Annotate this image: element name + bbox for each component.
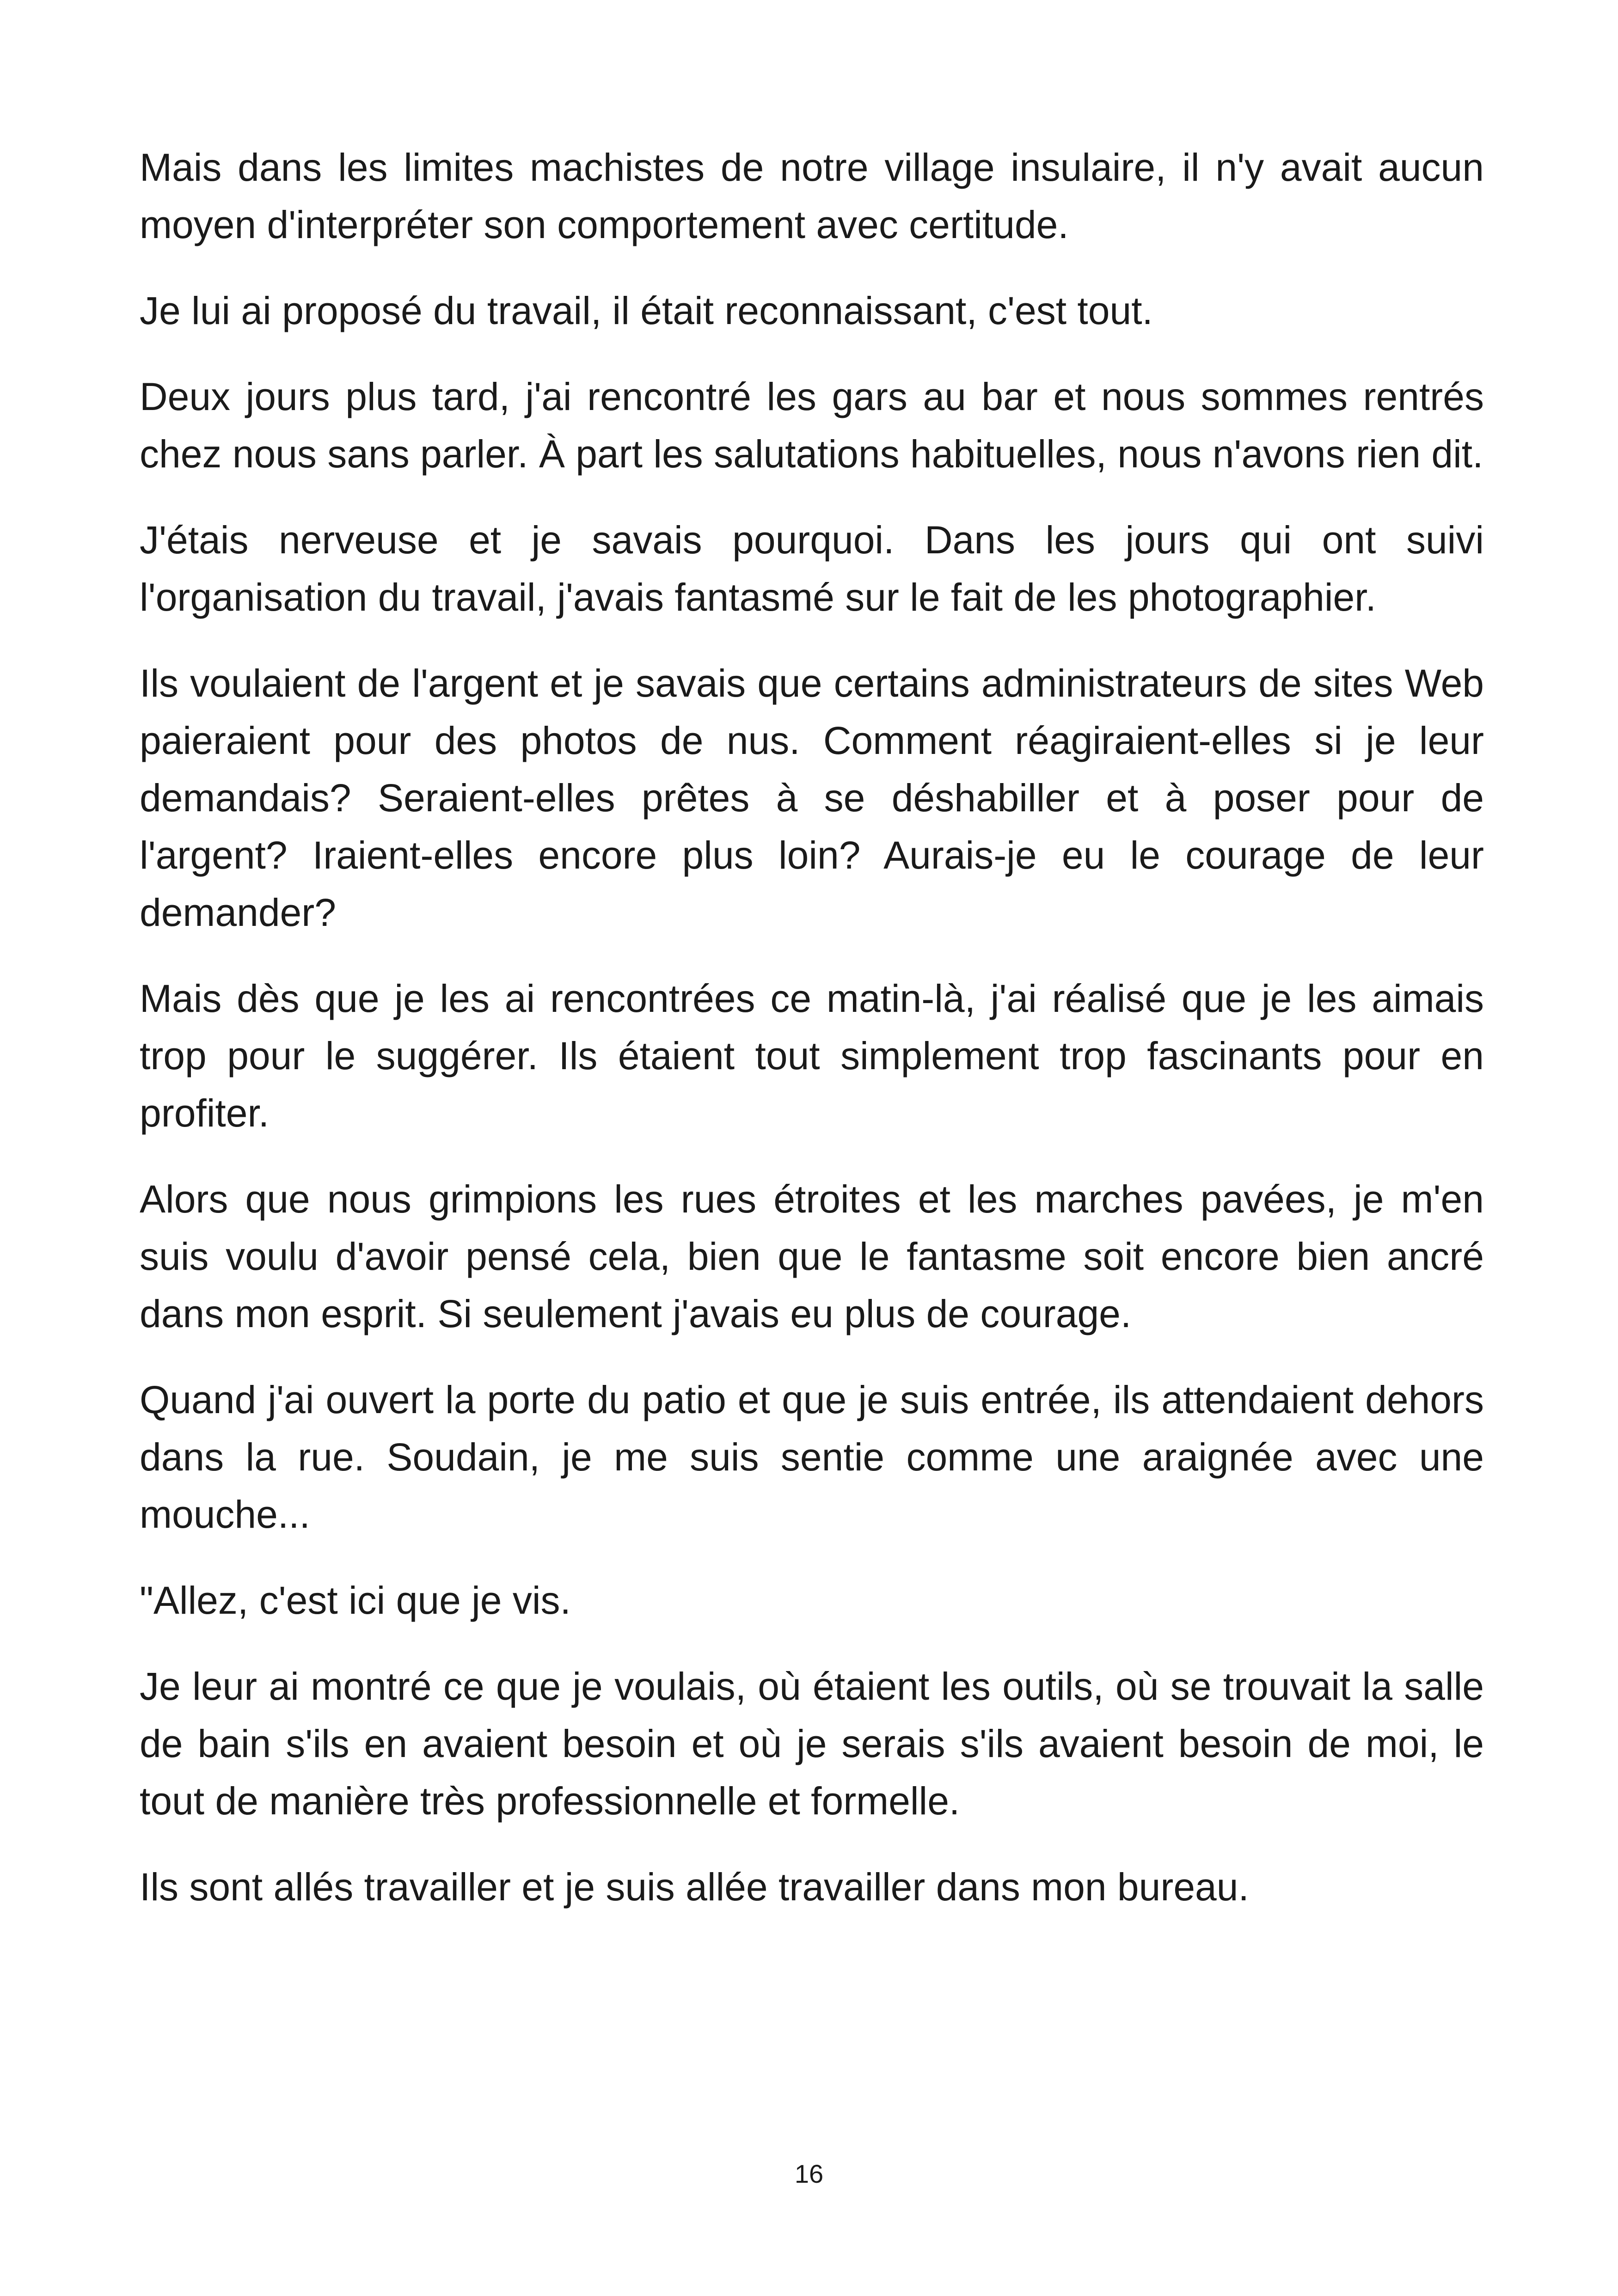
body-text — [140, 139, 1484, 1944]
paragraph-4: J'étais nerveuse et je savais pourquoi. Dans les jours qui ont suivi l'organisation du travail, j'avais fantasmé sur le fait de les photographier. — [140, 518, 1484, 619]
paragraph-7: Alors que nous grimpions les rues étroites et les marches pavées, je m'en suis voulu d'avoir pensé cela, bien que le fantasme soit encore bien ancré dans mon esprit. Si seulement j'avais eu plus de courage. — [140, 1177, 1484, 1335]
paragraph-1: Mais dans les limites machistes de notre village insulaire, il n'y avait aucun moyen d'interpréter son comportement avec certitude. — [140, 146, 1484, 246]
paragraph-9: "Allez, c'est ici que je vis. — [140, 1579, 571, 1622]
paragraph-2: Je lui ai proposé du travail, il était reconnaissant, c'est tout. — [140, 289, 1153, 332]
paragraph-10: Je leur ai montré ce que je voulais, où étaient les outils, où se trouvait la salle de bain s'ils en avaient besoin et où je serais s'ils avaient besoin de moi, le tout de manière très professionnelle et formelle. — [140, 1665, 1484, 1823]
paragraph-6: Mais dès que je les ai rencontrées ce matin-là, j'ai réalisé que je les aimais trop pour le suggérer. Ils étaient tout simplement trop fascinants pour en profiter. — [140, 977, 1484, 1135]
paragraph-3: Deux jours plus tard, j'ai rencontré les gars au bar et nous sommes rentrés chez nous sans parler. À part les salutations habituelles, nous n'avons rien dit. — [140, 375, 1484, 476]
paragraph-11: Ils sont allés travailler et je suis allée travailler dans mon bureau. — [140, 1865, 1249, 1909]
paragraph-8: Quand j'ai ouvert la porte du patio et que je suis entrée, ils attendaient dehors dans la rue. Soudain, je me suis sentie comme une araignée avec une mouche... — [140, 1378, 1484, 1536]
paragraph-5: Ils voulaient de l'argent et je savais que certains administrateurs de sites Web paieraient pour des photos de nus. Comment réagiraient-elles si je leur demandais? Seraient-elles prêtes à se déshabiller et à poser pour de l'argent? Iraient-elles encore plus loin? Aurais-je eu le courage de leur demander? — [140, 661, 1484, 934]
page-number: 16 — [794, 2159, 824, 2188]
